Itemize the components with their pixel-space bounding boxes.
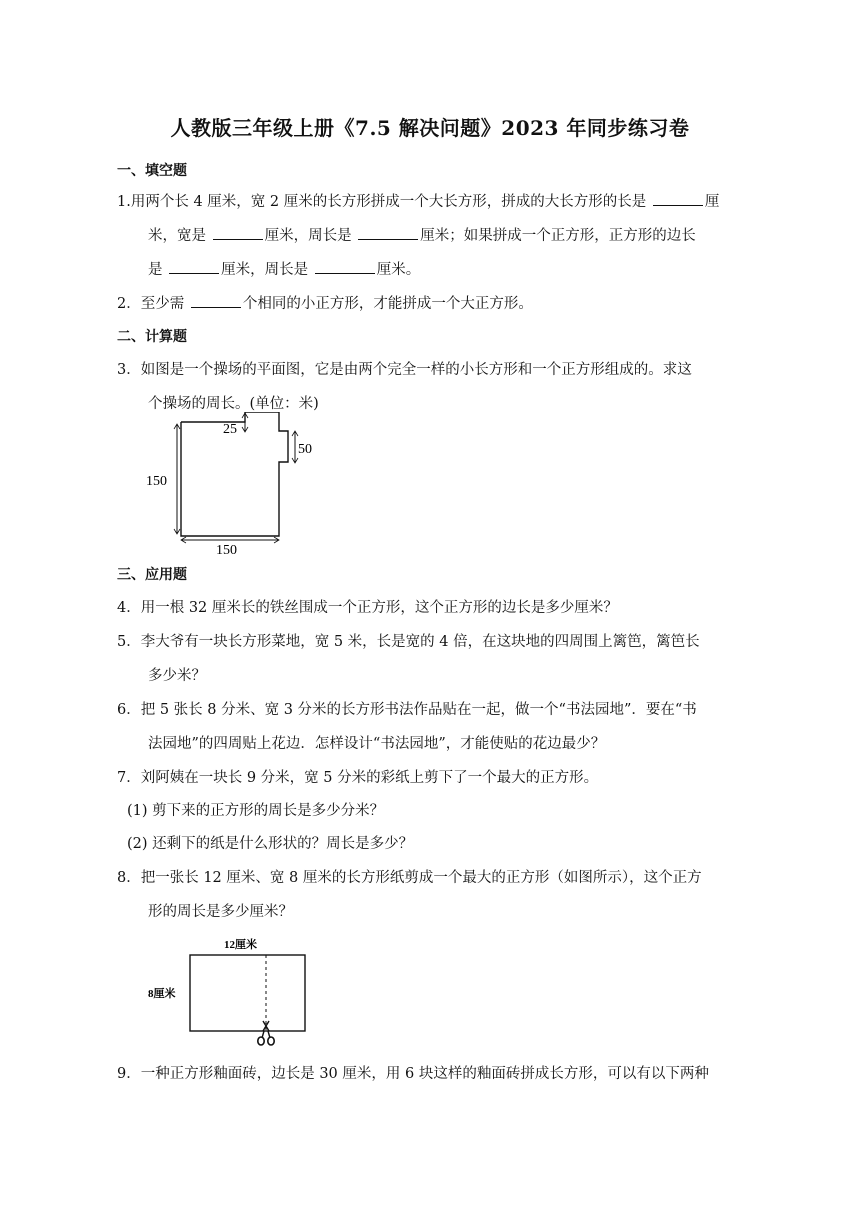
q1-blank-width[interactable] — [213, 225, 263, 240]
section-heading-application: 三、应用题 — [117, 567, 187, 583]
question-8-line-1: 8．把一张长 12 厘米、宽 8 厘米的长方形纸剪成一个最大的正方形（如图所示），这个正方 — [117, 870, 702, 886]
question-3-line-2: 个操场的周长。(单位：米) — [148, 396, 319, 412]
q2-text-b: 个相同的小正方形，才能拼成一个大正方形。 — [242, 296, 533, 312]
q1-blank-perimeter[interactable] — [358, 225, 418, 240]
q1-blank-square-perimeter[interactable] — [315, 259, 375, 274]
question-9-line-1: 9．一种正方形釉面砖，边长是 30 厘米，用 6 块这样的釉面砖拼成长方形，可以有以下两种 — [117, 1066, 709, 1082]
question-7-sub-2: (2) 还剩下的纸是什么形状的？周长是多少？ — [127, 836, 414, 852]
question-5-line-1: 5．李大爷有一块长方形菜地，宽 5 米，长是宽的 4 倍，在这块地的四周围上篱笆，篱笆长 — [117, 634, 700, 650]
label-50: 50 — [298, 442, 312, 457]
scissors-icon — [258, 1021, 274, 1045]
q1-text-a: 1.用两个长 4 厘米，宽 2 厘米的长方形拼成一个大长方形，拼成的大长方形的长是 — [117, 194, 647, 210]
label-150-bottom: 150 — [216, 543, 237, 557]
q1-text-e: 厘米；如果拼成一个正方形，正方形的边长 — [420, 228, 696, 244]
label-12cm: 12厘米 — [224, 939, 257, 951]
question-7-line-1: 7．刘阿姨在一块长 9 分米，宽 5 分米的彩纸上剪下了一个最大的正方形。 — [117, 770, 599, 786]
question-6-line-2: 法园地”的四周贴上花边．怎样设计“书法园地”，才能使贴的花边最少？ — [148, 736, 606, 752]
q1-text-b: 厘 — [704, 194, 720, 210]
question-6-line-1: 6．把 5 张长 8 分米、宽 3 分米的长方形书法作品贴在一起，做一个“书法园地”．要在“书 — [117, 702, 697, 718]
q1-text-d: 厘米，周长是 — [264, 228, 352, 244]
q1-text-h: 厘米。 — [376, 262, 421, 278]
question-8-line-2: 形的周长是多少厘米？ — [148, 904, 293, 920]
question-5-line-2: 多少米？ — [148, 668, 206, 684]
label-25: 25 — [223, 422, 237, 437]
q2-text-a: 2．至少需 — [117, 296, 185, 312]
page-title: 人教版三年级上册《7.5 解决问题》2023 年同步练习卷 — [170, 116, 690, 140]
question-2 — [117, 292, 533, 313]
q2-blank-count[interactable] — [191, 293, 241, 308]
q1-text-g: 厘米，周长是 — [221, 262, 309, 278]
question-1-line-2 — [148, 224, 696, 245]
playground-plan-figure — [140, 412, 330, 557]
label-8cm: 8厘米 — [148, 988, 176, 1000]
paper-cut-figure — [145, 935, 315, 1050]
q1-text-f: 是 — [148, 262, 163, 278]
label-150-left: 150 — [146, 474, 167, 489]
q1-text-c: 米，宽是 — [148, 228, 206, 244]
question-4: 4．用一根 32 厘米长的铁丝围成一个正方形，这个正方形的边长是多少厘米？ — [117, 600, 618, 616]
section-heading-calculation: 二、计算题 — [117, 329, 187, 345]
question-3-line-1: 3．如图是一个操场的平面图，它是由两个完全一样的小长方形和一个正方形组成的。求这 — [117, 362, 692, 378]
question-1-line-3 — [148, 258, 420, 279]
question-7-sub-1: (1) 剪下来的正方形的周长是多少分米？ — [127, 803, 385, 819]
q1-blank-length[interactable] — [653, 191, 703, 206]
question-1-line-1 — [117, 190, 719, 211]
paper-rectangle — [190, 955, 305, 1031]
q1-blank-square-side[interactable] — [169, 259, 219, 274]
section-heading-fill-blank: 一、填空题 — [117, 163, 187, 179]
